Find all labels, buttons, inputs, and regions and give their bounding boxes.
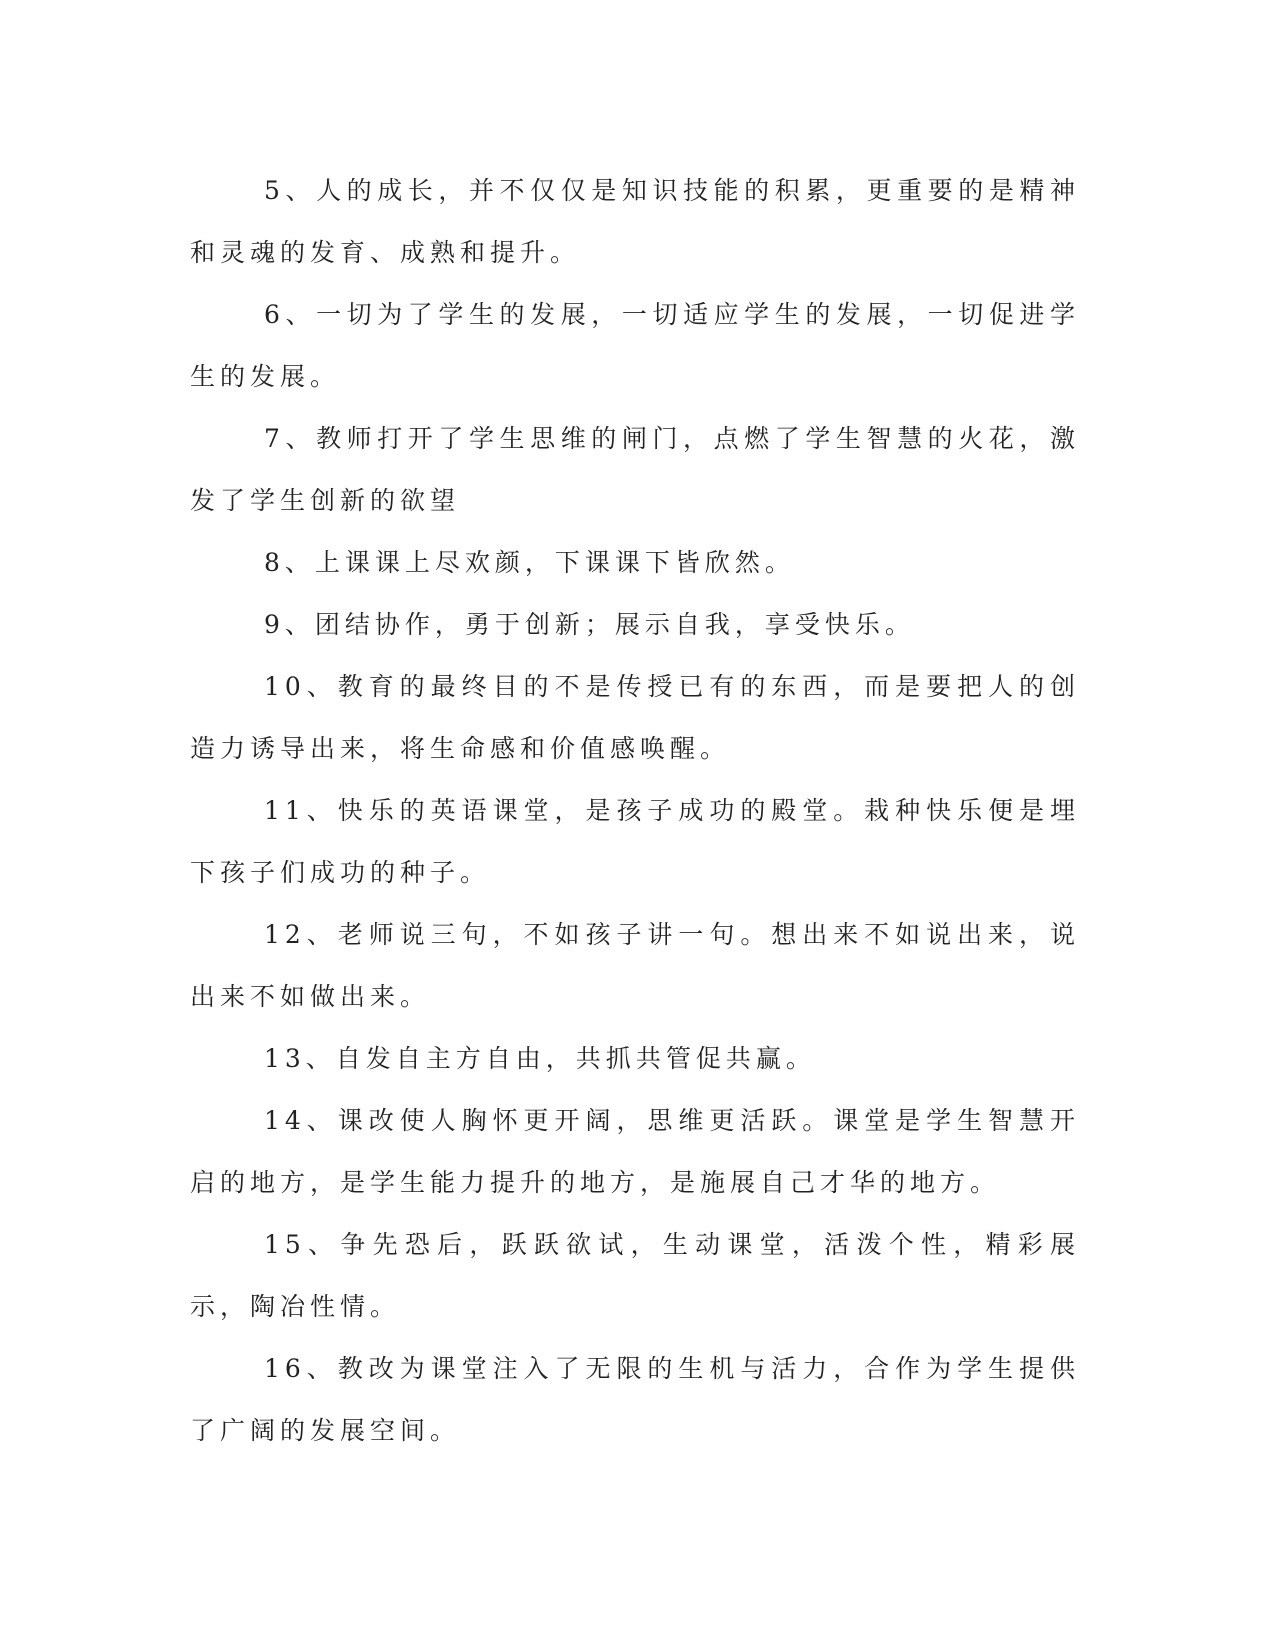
paragraph-14: 14、课改使人胸怀更开阔，思维更活跃。课堂是学生智慧开启的地方，是学生能力提升的地方，是施展自己才华的地方。: [190, 1106, 1080, 1197]
document-body: [190, 160, 1080, 1462]
paragraph-6: 6、一切为了学生的发展，一切适应学生的发展，一切促进学生的发展。: [190, 300, 1080, 391]
paragraph-9: 9、团结协作，勇于创新；展示自我，享受快乐。: [264, 610, 915, 639]
paragraph-8: 8、上课课上尽欢颜，下课课下皆欣然。: [264, 548, 795, 577]
paragraph-7: 7、教师打开了学生思维的闸门，点燃了学生智慧的火花，激发了学生创新的欲望: [190, 424, 1080, 515]
paragraph-16: 16、教改为课堂注入了无限的生机与活力，合作为学生提供了广阔的发展空间。: [190, 1354, 1080, 1445]
paragraph-5: 5、人的成长，并不仅仅是知识技能的积累，更重要的是精神和灵魂的发育、成熟和提升。: [190, 176, 1080, 267]
paragraph-12: 12、老师说三句，不如孩子讲一句。想出来不如说出来，说出来不如做出来。: [190, 920, 1080, 1011]
paragraph-11: 11、快乐的英语课堂，是孩子成功的殿堂。栽种快乐便是埋下孩子们成功的种子。: [190, 796, 1080, 887]
paragraph-13: 13、自发自主方自由，共抓共管促共赢。: [264, 1044, 816, 1073]
paragraph-10: 10、教育的最终目的不是传授已有的东西，而是要把人的创造力诱导出来，将生命感和价值感唤醒。: [190, 672, 1080, 763]
paragraph-15: 15、争先恐后，跃跃欲试，生动课堂，活泼个性，精彩展示，陶冶性情。: [190, 1230, 1080, 1321]
